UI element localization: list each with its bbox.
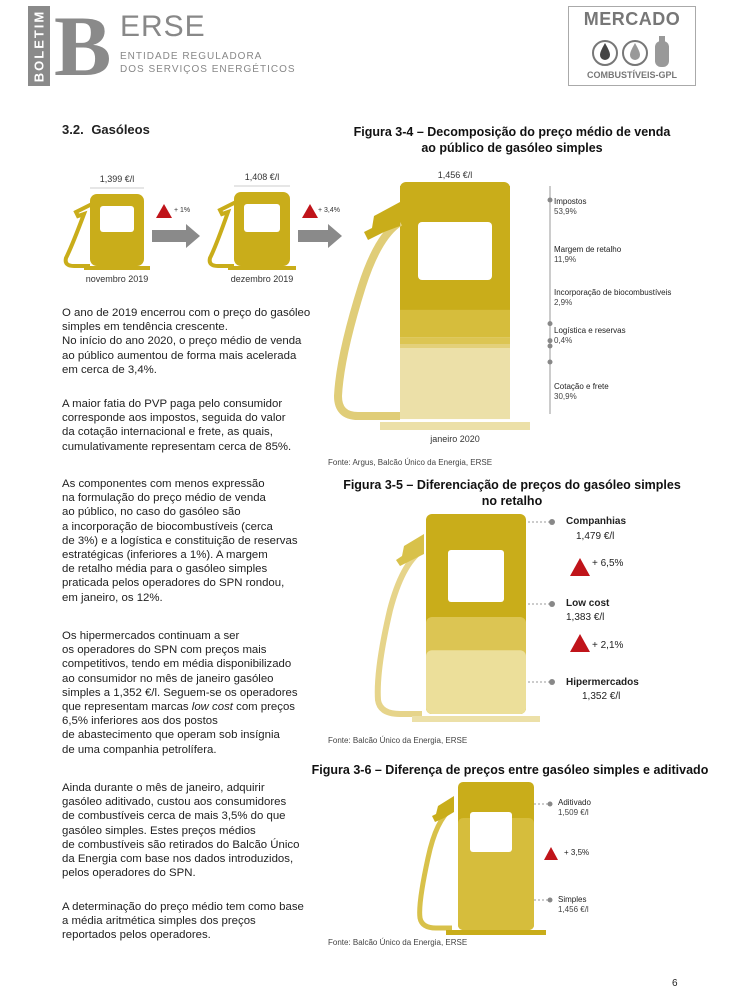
label-margem: Margem de retalho [554,245,622,254]
increase-triangle-icon [302,204,318,218]
fuel-icons [589,33,679,69]
paragraph-4 [62,629,312,757]
nozzle-icon [432,796,454,822]
paragraph-4-tail: com preços 6,5% inferiores aos dos postos de abastecimento que operam sob insígnia de uma companhia petrolífera. [62,701,295,756]
boletim-erse-logo [28,0,296,94]
change2-label: + 3,4% [318,207,340,214]
label-aditivado: Aditivado [558,798,591,807]
pump-hose [378,550,422,714]
fig34-month: janeiro 2020 [430,434,480,444]
figure-3-4-title-line1: Figura 3-4 – Decomposição do preço médio de venda [353,125,671,139]
erse-subtitle-line2: DOS SERVIÇOS ENERGÉTICOS [120,64,296,75]
value-lowcost: 1,383 €/l [566,612,605,623]
figure-3-4-title-line2: ao público de gasóleo simples [421,141,603,155]
label-lowcost: Low cost [566,598,610,609]
diff-companhias-lowcost: + 6,5% [592,558,624,569]
value-aditivado: 1,509 €/l [558,808,589,817]
figure-3-6-chart [380,778,580,938]
boletim-band [28,6,50,86]
value-cotacao: 30,9% [554,392,577,401]
label-hipermercados: Hipermercados [566,677,639,688]
pump-base [412,716,540,722]
figure-3-4-title [312,124,712,156]
paragraph-5: Ainda durante o mês de janeiro, adquirir gasóleo aditivado, custou aos consumidores de combustíveis cerca de mais 3,5% do que gasóleo simples. Estes preços médios de combustíveis são retirados do Balcão Único da Energia com base nos dados introduzidos, pelos operadores do SPN. [62,782,300,880]
label-simples: Simples [558,895,587,904]
paragraph-4-text: Os hipermercados continuam a ser os operadores do SPN com preços mais competitivos, tendo em média disponibilizado ao consumidor no mês de janeiro gasóleo simples a 1,352 €/l. Seguem-se os operadores que representam marcas [62,630,298,714]
increase-triangle-icon [570,558,590,576]
paragraph-3: As componentes com menos expressão na formulação do preço médio de venda ao público, no caso do gasóleo são a incorporação de biocombustíveis (cerca de 3%) e a logística e constituição de reservas estratégicas (inferiores a 1%). A margem de retalho média para o gasóleo simples praticada pelos operadores do SPN rondou, em janeiro, os 12%. [62,478,298,604]
price-band-hipermercados [426,650,526,714]
mercado-subtitle: COMBUSTÍVEIS-GPL [586,70,677,80]
mercado-title: MERCADO [583,9,681,29]
paragraph-4-italic: low cost [191,701,233,714]
boletim-label: BOLETIM [31,9,47,83]
dot-simples [548,898,553,903]
page-number: 6 [672,978,678,989]
figure-3-6-title: Figura 3-6 – Diferença de preços entre gasóleo simples e aditivado [311,763,709,777]
stack-segment-logistica [400,344,510,348]
gas-drop-icon [630,43,640,60]
paragraph-6: A determinação do preço médio tem como base a média aritmética simples dos preços reportados pelos operadores. [62,901,304,942]
label-companhias: Companhias [566,516,627,527]
pump-base [446,930,546,935]
paragraph-2: A maior fatia do PVP paga pelo consumidor corresponde aos impostos, seguida do valor da cotação internacional e frete, as quais, cumulativamente representam cerca de 85%. [62,398,292,453]
value-hipermercados: 1,352 €/l [582,691,621,702]
change1-label: + 1% [174,207,191,214]
value-companhias: 1,479 €/l [576,531,615,542]
pump-hose [338,222,400,416]
dot-lowcost [549,601,555,607]
section-heading [62,122,150,137]
gas-cylinder-icon [655,41,669,67]
diff-aditivado-simples: + 3,5% [564,848,590,857]
figure-3-4-chart [318,166,718,452]
stack-segment-cotacao [400,348,510,419]
oil-drop-icon [600,43,610,60]
label-logistica: Logística e reservas [554,326,626,335]
label-impostos: Impostos [554,197,587,206]
dot-hipermercados [549,679,555,685]
label-bio: Incorporação de biocombustíveis [554,288,672,297]
pump-hose [420,808,452,928]
figure-3-5-title [312,477,712,509]
dot-bio [548,338,553,343]
pump2-price: 1,408 €/l [244,172,280,182]
arrow-right-icon [152,224,200,248]
value-impostos: 53,9% [554,207,577,216]
pump-icon-december [210,192,296,270]
section-number: 3.2. [62,122,84,137]
pump-top-cap [400,182,510,194]
dot-margem [548,321,553,326]
pump1-price: 1,399 €/l [99,174,135,184]
stack-segment-margem [400,310,510,337]
pump-display-window [418,222,492,280]
value-simples: 1,456 €/l [558,905,589,914]
pump-display-window [448,550,504,602]
label-cotacao: Cotação e frete [554,382,609,391]
pump2-month: dezembro 2019 [230,274,294,284]
erse-subtitle-line1: ENTIDADE REGULADORA [120,51,263,62]
figure-3-5-source: Fonte: Balcão Único da Energia, ERSE [328,736,468,745]
figure-3-5-title-line2: no retalho [481,494,543,508]
figure-3-6-source: Fonte: Balcão Único da Energia, ERSE [328,938,468,947]
dot-cotacao [548,360,553,365]
pump-icon-november [66,194,150,270]
increase-triangle-icon [570,634,590,652]
pump1-month: novembro 2019 [85,274,149,284]
figure-3-5-title-line1: Figura 3-5 – Diferenciação de preços do gasóleo simples [343,478,681,492]
fig34-price: 1,456 €/l [437,170,473,180]
paragraph-1: O ano de 2019 encerrou com o preço do gasóleo simples em tendência crescente. No início do ano 2020, o preço médio de venda ao público aumentou de forma mais acelerada em cerca de 3,4%. [62,307,311,376]
pump-base [380,422,530,430]
dot-aditivado [548,802,553,807]
value-bio: 2,9% [554,298,573,307]
increase-triangle-icon [544,847,558,860]
logo-letter-b: B [54,0,112,94]
stack-segment-bio [400,337,510,344]
diff-lowcost-hiper: + 2,1% [592,640,624,651]
pump-display-window [470,812,512,852]
increase-triangle-icon [156,204,172,218]
dot-logistica [548,344,553,349]
value-margem: 11,9% [554,255,577,264]
value-logistica: 0,4% [554,336,573,345]
dot-companhias [549,519,555,525]
mercado-badge [568,6,696,86]
figure-3-4-source: Fonte: Argus, Balcão Único da Energia, ERSE [328,458,493,467]
erse-name: ERSE [120,10,206,43]
section-title: Gasóleos [91,122,150,137]
mini-price-evolution [52,166,352,291]
dot-impostos [548,198,553,203]
